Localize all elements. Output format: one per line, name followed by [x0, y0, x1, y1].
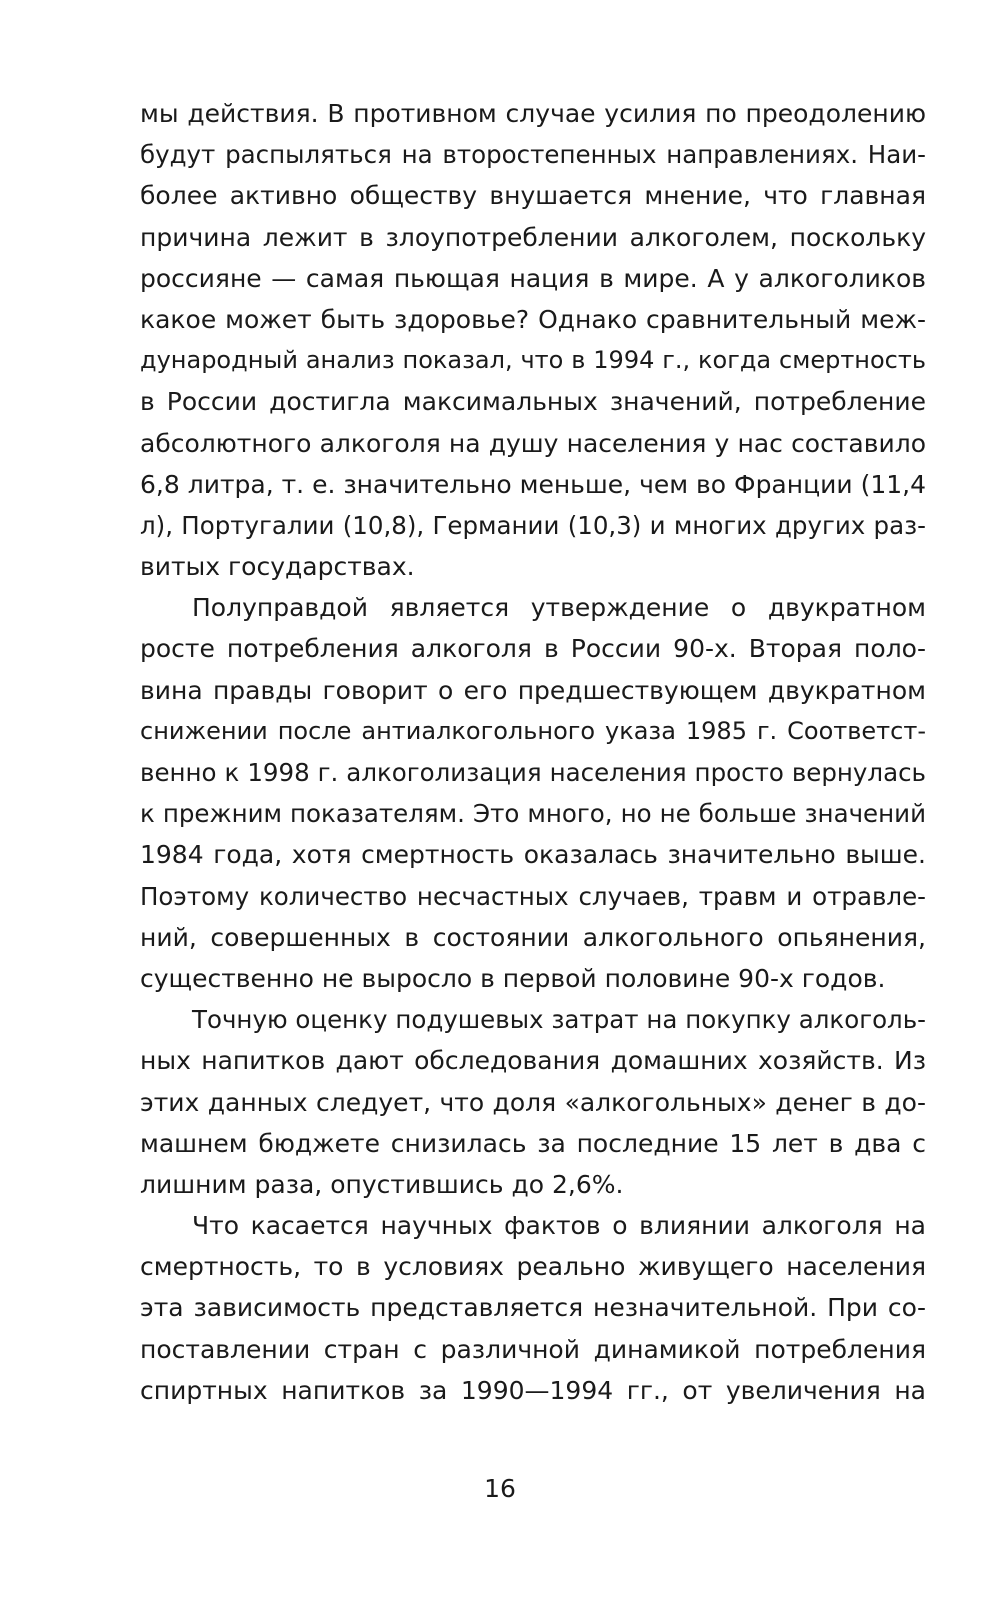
- text-line: 1984 года, хотя смертность оказалась значительно выше.: [140, 840, 926, 870]
- text-line: причина лежит в злоупотреблении алкоголем, поскольку: [140, 222, 926, 252]
- text-line: росте потребления алкоголя в России 90-х. Вторая поло-: [140, 634, 926, 664]
- text-line: более активно обществу внушается мнение, что главная: [140, 181, 926, 211]
- text-line: витых государствах.: [140, 552, 415, 582]
- text-line: лишним раза, опустившись до 2,6%.: [140, 1169, 624, 1199]
- text-line: Точную оценку подушевых затрат на покупку алкоголь-: [192, 1005, 926, 1035]
- text-line: абсолютного алкоголя на душу населения у нас составило: [140, 428, 926, 458]
- text-line: к прежним показателям. Это много, но не больше значений: [140, 799, 926, 829]
- text-line: россияне — самая пьющая нация в мире. А у алкоголиков: [140, 263, 926, 293]
- text-line: будут распыляться на второстепенных направлениях. Наи-: [140, 140, 926, 170]
- text-line: поставлении стран с различной динамикой потребления: [140, 1334, 926, 1364]
- text-line: 6,8 литра, т. е. значительно меньше, чем во Франции (11,4: [140, 469, 926, 499]
- text-line: л), Португалии (10,8), Германии (10,3) и многих других раз-: [140, 510, 926, 540]
- text-line: Поэтому количество несчастных случаев, травм и отравле-: [140, 881, 926, 911]
- text-line: снижении после антиалкогольного указа 1985 г. Соответст-: [140, 716, 926, 745]
- text-line: эта зависимость представляется незначительной. При со-: [140, 1293, 926, 1323]
- text-line: мы действия. В противном случае усилия по преодолению: [140, 99, 926, 128]
- text-line: вина правды говорит о его предшествующем двукратном: [140, 675, 926, 705]
- text-line: машнем бюджете снизилась за последние 15 лет в два с: [140, 1128, 926, 1158]
- text-line: существенно не выросло в первой половине 90-х годов.: [140, 963, 886, 993]
- body-text: [140, 93, 926, 1411]
- text-line: ных напитков дают обследования домашних хозяйств. Из: [140, 1046, 926, 1076]
- text-line: Что касается научных фактов о влиянии алкоголя на: [192, 1211, 926, 1241]
- text-line: какое может быть здоровье? Однако сравнительный меж-: [140, 304, 926, 334]
- text-line: Полуправдой является утверждение о двукратном: [192, 593, 926, 623]
- text-line: венно к 1998 г. алкоголизация населения просто вернулась: [140, 758, 926, 787]
- text-line: дународный анализ показал, что в 1994 г., когда смертность: [140, 346, 926, 375]
- text-line: спиртных напитков за 1990—1994 гг., от увеличения на: [140, 1375, 926, 1405]
- text-line: ний, совершенных в состоянии алкогольного опьянения,: [140, 922, 926, 952]
- text-line: этих данных следует, что доля «алкогольных» денег в до-: [140, 1087, 926, 1117]
- page-number: 16: [484, 1474, 516, 1503]
- text-line: в России достигла максимальных значений, потребление: [140, 387, 926, 417]
- text-line: смертность, то в условиях реально живущего населения: [140, 1252, 926, 1282]
